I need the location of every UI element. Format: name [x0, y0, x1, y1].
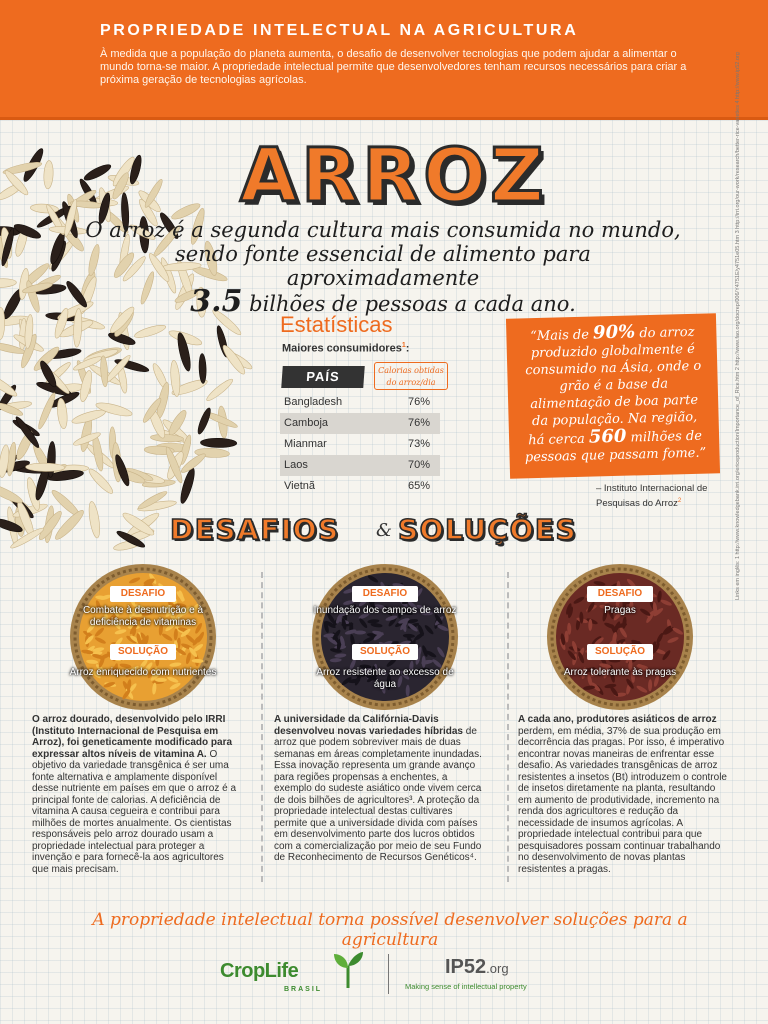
desafio-text: Pragas [604, 605, 636, 616]
quote-source: – Instituto Internacional de Pesquisas do Arroz$^2$ [596, 483, 708, 510]
rice-grain [82, 162, 112, 183]
rice-grain [0, 278, 17, 288]
solucao-label: SOLUÇÃO [587, 644, 653, 660]
rice-grain [196, 407, 213, 436]
header-text: À medida que a população do planeta aumenta, o desafio de desenvolver tecnologias que podem ajudar a alimentar o mundo torna-se maior. A propriedade intelectual permite que desenvolvedores tenham recursos necessários para criar a próxima geração de tecnologias agrícolas. [100, 48, 687, 86]
column-pest-rice: A cada ano, produtores asiáticos de arroz perdem, em média, 37% de sua produção em decorrência das pragas. Por isso, é imperativo encontrar novas maneiras de enfrentar esse desafio. As variedades transgênicas de arroz resistentes a insetos (Bt) introduzem o controle de insetos diretamente na planta, resultando em aumento de produtividade, incremento na renda dos agricultores e redução da necessidade de insumos agrícolas. A propriedade intelectual contribui para que pesquisadores possam continuar trabalhando no desenvolvimento de novas plantas resistentes a pragas. [518, 714, 727, 875]
table-row: Bangladesh 76% [284, 396, 431, 408]
rice-grain [87, 501, 102, 539]
ip52-logo[interactable]: IP52.org Making sense of intellectual property [405, 956, 527, 991]
source-links: Links em inglês: 1 http://www.knowledgebank.irri.org/ericeproduction/Importance_of_Rice.htm 2 http://www.fao.org/docrep/006/Y4751E/y4751e05.htm 3 http://irri.org/our-work/research/better-rice-varieties 4 http://www.ip52.org [735, 52, 741, 600]
stats-table [280, 392, 440, 497]
desafio-label: DESAFIO [110, 586, 176, 602]
heading-desafios: DESAFIOS [170, 513, 340, 546]
golden-rice-bowl-icon [68, 562, 218, 712]
bowl-flood-rice [310, 562, 460, 712]
desafio-label: DESAFIO [587, 586, 653, 602]
solucao-text: Arroz enriquecido com nutrientes [69, 667, 217, 678]
stats-heading: Estatísticas [280, 312, 393, 337]
sprout-icon [332, 950, 364, 988]
intro-line-1: O arroz é a segunda cultura mais consumida no mundo, [85, 218, 681, 242]
rice-grain [36, 392, 57, 431]
desafio-text: Combate à desnutrição e à deficiência de vitaminas [82, 605, 204, 628]
header-title: PROPRIEDADE INTELECTUAL NA AGRICULTURA [100, 22, 579, 39]
table-row: Laos 70% [280, 455, 440, 476]
rice-grain [200, 438, 237, 448]
quote-box [506, 313, 720, 478]
page-title: ARROZ [240, 133, 548, 219]
table-row: Camboja 76% [280, 413, 440, 434]
solucao-text: Arroz tolerante às pragas [563, 667, 677, 678]
solucao-label: SOLUÇÃO [110, 644, 176, 660]
calories-column-header: Calorias obtidas do arroz/dia [374, 362, 448, 390]
rice-grain [199, 353, 207, 383]
rice-grain [133, 323, 167, 340]
bowl-pest-rice [545, 562, 695, 712]
intro-line-2: sendo fonte essencial de alimento para aproximadamente [175, 242, 591, 290]
stats-subheading: Maiores consumidores$^1$: [282, 342, 410, 355]
column-divider [261, 572, 263, 882]
column-golden-rice: O arroz dourado, desenvolvido pelo IRRI (Instituto Internacional de Pesquisa em Arroz), foi geneticamente modificado para expressar altos níveis de vitamina A. O objetivo da variedade transgênica é ser uma fonte alternativa e amplamente disponível desse nutriente em países em que o arroz é a principal fonte de calorias. A deficiência de vitamina A causa cegueira e contribui para milhões de mortes anualmente. Os cientistas responsáveis pelo arroz dourado usam a propriedade intelectual para proteger a invenção e para fornecê-la aos agricultores que mais precisam. [32, 714, 237, 875]
table-row: Vietnã 65% [284, 480, 431, 492]
rice-grain [169, 360, 181, 397]
rice-grain [43, 160, 54, 189]
column-divider [507, 572, 509, 882]
desafio-label: DESAFIO [352, 586, 418, 602]
stats-table-header [282, 362, 442, 390]
header-banner [0, 0, 768, 120]
intro-number: 3.5 [190, 284, 243, 319]
solucao-text: Arroz resistente ao excesso de água [316, 667, 454, 690]
rice-grain [178, 467, 197, 505]
heading-ampersand: & [376, 520, 393, 541]
desafio-text: Inundação dos campos de arroz [313, 605, 457, 616]
rice-grain [205, 377, 235, 403]
section-heading [170, 510, 600, 550]
intro-statement [78, 218, 688, 319]
bowl-grain [422, 656, 426, 668]
tagline: A propriedade intelectual torna possível desenvolver soluções para a agricultura [92, 910, 688, 950]
heading-solucoes: SOLUÇÕES [398, 513, 578, 546]
bowl-golden-rice [68, 562, 218, 712]
red-rice-bowl-icon [545, 562, 695, 712]
rice-grain [100, 356, 109, 387]
table-row: Mianmar 73% [284, 438, 431, 450]
quote-text: “Mais de 90% do arroz produzido globalmente é consumido na Ásia, onde o grão é a base da alimentação de boa parte da população. Na região, há cerca 560 milhões de pessoas que passam fome.” [524, 321, 707, 466]
solucao-label: SOLUÇÃO [352, 644, 418, 660]
intro-line-3: bilhões de pessoas a cada ano. [242, 292, 576, 316]
rice-pile-illustration [0, 140, 260, 560]
logo-divider [388, 954, 389, 994]
country-column-header: PAÍS [281, 366, 365, 388]
column-flood-rice: A universidade da Califórnia-Davis desenvolveu novas variedades híbridas de arroz que podem sobreviver mais de duas semanas em áreas completamente inundadas. Essa inovação representa um grande avanço para regiões propensas a enchentes, a exemplo do sudeste asiático onde vivem cerca de dois bilhões de agricultores³. A proteção da propriedade intelectual destas cultivares permite que a universidade divida com países em desenvolvimento parte dos lucros obtidos com a comercialização por meio de seu Fundo de Reconhecimento de Recursos Genéticos⁴. [274, 714, 482, 863]
croplife-logo[interactable]: CropLife BRASIL [220, 950, 370, 996]
